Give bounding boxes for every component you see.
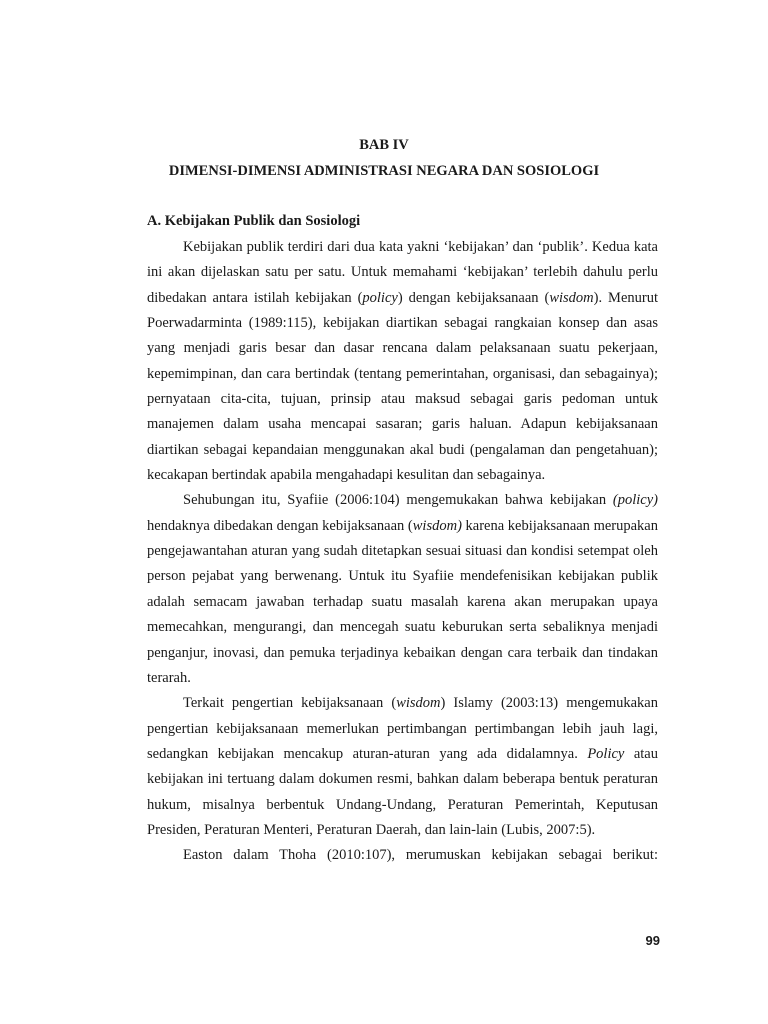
paragraph-text: hendaknya dibedakan dengan kebijaksanaan ( — [147, 517, 413, 534]
italic-term: Policy — [587, 745, 625, 762]
paragraph-3 — [147, 691, 658, 843]
section-heading: A. Kebijakan Publik dan Sosiologi — [147, 213, 361, 229]
paragraph-text: atau kebijakan ini tertuang dalam dokumen resmi, bahkan dalam beberapa bentuk peraturan hukum, misalnya berbentuk Undang-Undang, Peraturan Pemerintah, Keputusan Presiden, Peraturan Menteri, Peraturan Daerah, dan lain-lain (Lubis, 2007:5). — [147, 745, 658, 838]
paragraph-text: ). Menurut Poerwadarminta (1989:115), kebijakan diartikan sebagai rangkaian konsep dan asas yang menjadi garis besar dan dasar rencana dalam pelaksanaan suatu pekerjaan, kepemimpinan, dan cara bertindak (tentang pemerintahan, organisasi, dan sebagainya); pernyataan cita-cita, tujuan, prinsip atau maksud sebagai garis pedoman untuk manajemen dalam usaha mencapai sasaran; garis haluan. Adapun kebijaksanaan diartikan sebagai kepandaian menggunakan akal budi (pengalaman dan pengetahuan); kecakapan bertindak apabila mengahadapi kesulitan dan sebagainya. — [147, 289, 658, 484]
paragraph-1 — [147, 235, 658, 488]
italic-term: (policy) — [612, 492, 658, 509]
italic-term: wisdom — [549, 289, 594, 306]
paragraph-text: ) dengan kebijaksanaan ( — [397, 289, 550, 306]
italic-term: wisdom — [396, 695, 441, 712]
paragraph-text: Easton dalam Thoha (2010:107), merumuskan kebijakan sebagai berikut: — [183, 847, 658, 864]
paragraph-4 — [147, 843, 658, 868]
paragraph-text: ) Islamy (2003:13) mengemukakan pengertian kebijaksanaan memerlukan pertimbangan pertimbangan lebih jauh lagi, sedangkan kebijakan mencakup aturan-aturan yang ada didalamnya. — [147, 695, 658, 762]
paragraph-text: Sehubungan itu, Syafiie (2006:104) mengemukakan bahwa kebijakan — [183, 492, 613, 509]
paragraph-text: karena kebijaksanaan merupakan pengejawantahan aturan yang sudah ditetapkan sesuai situasi dan kondisi setempat oleh person pejabat yang berwenang. Untuk itu Syafiie mendefenisikan kebijakan publik adalah semacam jawaban terhadap suatu masalah karena akan merupakan upaya memecahkan, mengurangi, dan mencegah suatu keburukan serta sebaliknya menjadi penganjur, inovasi, dan pemuka terjadinya kebaikan dengan cara terbaik dan tindakan terarah. — [147, 517, 658, 686]
page-number: 99 — [645, 933, 660, 948]
italic-term: policy — [362, 289, 398, 306]
italic-term: wisdom) — [412, 517, 462, 534]
paragraph-2 — [147, 488, 658, 691]
paragraph-text: Terkait pengertian kebijaksanaan ( — [183, 695, 397, 712]
chapter-title: DIMENSI-DIMENSI ADMINISTRASI NEGARA DAN SOSIOLOGI — [168, 163, 600, 179]
body-text — [147, 235, 658, 868]
chapter-number: BAB IV — [359, 137, 409, 153]
paragraph-text: Kebijakan publik terdiri dari dua kata yakni ‘kebijakan’ dan ‘publik’. Kedua kata ini akan dijelaskan satu per satu. Untuk memahami ‘kebijakan’ terlebih dahulu perlu dibedakan antara istilah kebijakan ( — [147, 239, 658, 306]
